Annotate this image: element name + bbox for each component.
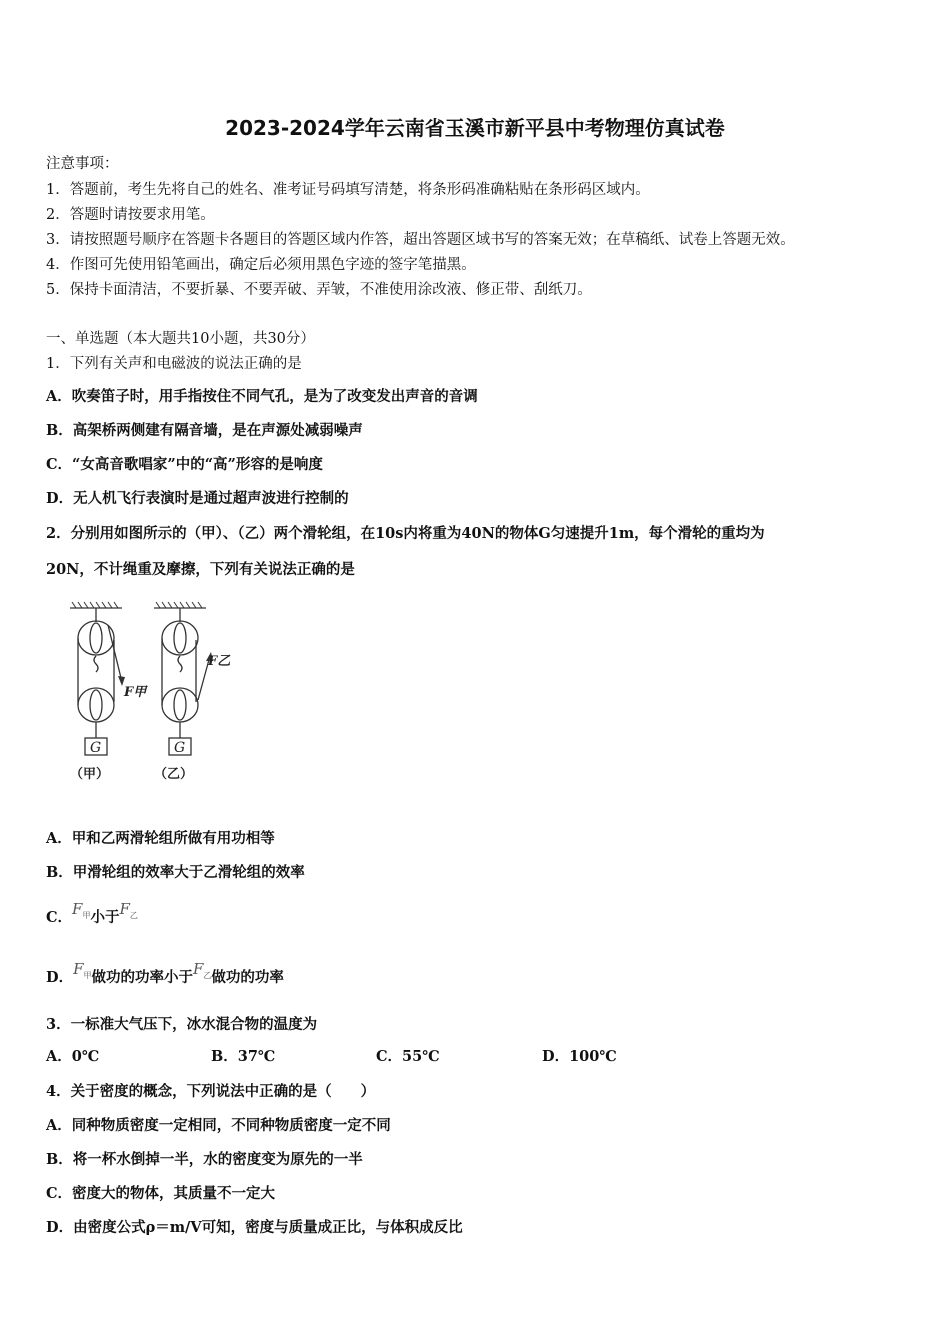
f-jia-symbol: $F_甲$ bbox=[73, 960, 92, 980]
load-label-jia: G bbox=[90, 740, 102, 756]
question-4-stem: 4．关于密度的概念，下列说法中正确的是（ ） bbox=[46, 1083, 376, 1100]
load-label-yi: G bbox=[174, 740, 186, 756]
notice-item: 5．保持卡面清洁，不要折暴、不要弄破、弄皱，不准使用涂改液、修正带、刮纸刀。 bbox=[46, 282, 592, 298]
question-2-option-a: A．甲和乙两滑轮组所做有用功相等 bbox=[46, 830, 275, 847]
option-d-suffix: 做功的功率 bbox=[211, 969, 284, 986]
f-yi-symbol: $F_乙$ bbox=[119, 900, 138, 920]
force-label-yi: F乙 bbox=[208, 654, 231, 669]
notice-item: 3．请按照题号顺序在答题卡各题目的答题区域内作答，超出答题区域书写的答案无效；在草稿纸、试卷上答题无效。 bbox=[46, 232, 795, 248]
question-3-option-a: A．0℃ bbox=[46, 1048, 100, 1065]
notice-item: 2．答题时请按要求用笔。 bbox=[46, 207, 215, 223]
question-1-option-a: A．吹奏笛子时，用手指按住不同气孔，是为了改变发出声音的音调 bbox=[46, 388, 478, 405]
question-1-option-d: D．无人机飞行表演时是通过超声波进行控制的 bbox=[46, 490, 349, 507]
page-title: 2023-2024学年云南省玉溪市新平县中考物理仿真试卷 bbox=[225, 116, 725, 140]
notice-item: 1．答题前，考生先将自己的姓名、准考证号码填写清楚，将条形码准确粘贴在条形码区域内。 bbox=[46, 182, 650, 198]
question-3-option-c: C．55℃ bbox=[376, 1048, 440, 1065]
option-d-text: 做功的功率小于 bbox=[91, 969, 193, 986]
caption-yi: （乙） bbox=[154, 767, 194, 782]
f-jia-symbol: $F_甲$ bbox=[72, 900, 91, 920]
option-c-text: 小于 bbox=[90, 909, 120, 926]
question-1-option-b: B．高架桥两侧建有隔音墙，是在声源处减弱噪声 bbox=[46, 422, 363, 439]
caption-jia: （甲） bbox=[70, 767, 110, 782]
option-c-prefix: C． bbox=[46, 909, 73, 926]
f-yi-symbol: $F_乙$ bbox=[193, 960, 212, 980]
question-2-stem-line2: 20N，不计绳重及摩擦，下列有关说法正确的是 bbox=[46, 561, 355, 578]
question-1-option-c: C．“女高音歌唱家”中的“高”形容的是响度 bbox=[46, 456, 323, 473]
question-4-option-c: C．密度大的物体，其质量不一定大 bbox=[46, 1185, 276, 1202]
notice-heading: 注意事项： bbox=[46, 156, 119, 172]
question-2-option-b: B．甲滑轮组的效率大于乙滑轮组的效率 bbox=[46, 864, 305, 881]
force-label-jia: F甲 bbox=[124, 685, 147, 700]
pulley-figure bbox=[58, 598, 258, 798]
option-d-prefix: D． bbox=[46, 969, 74, 986]
question-2-option-c bbox=[46, 900, 138, 929]
question-2-stem-line1: 2．分别用如图所示的（甲）、（乙）两个滑轮组，在10s内将重为40N的物体G匀速提升1m，每个滑轮的重均为 bbox=[46, 525, 765, 542]
question-2-option-d bbox=[46, 960, 284, 989]
question-3-option-d: D．100℃ bbox=[542, 1048, 617, 1065]
notice-item: 4．作图可先使用铅笔画出，确定后必须用黑色字迹的签字笔描黑。 bbox=[46, 257, 476, 273]
question-4-option-a: A．同种物质密度一定相同，不同种物质密度一定不同 bbox=[46, 1117, 391, 1134]
question-4-option-d: D．由密度公式ρ＝m/V可知，密度与质量成正比，与体积成反比 bbox=[46, 1219, 463, 1236]
question-1-stem: 1．下列有关声和电磁波的说法正确的是 bbox=[46, 356, 302, 372]
section-heading: 一、单选题（本大题共10小题，共30分） bbox=[46, 331, 315, 347]
question-3-stem: 3．一标准大气压下，冰水混合物的温度为 bbox=[46, 1016, 318, 1033]
question-4-option-b: B．将一杯水倒掉一半，水的密度变为原先的一半 bbox=[46, 1151, 363, 1168]
question-3-option-b: B．37℃ bbox=[211, 1048, 276, 1065]
